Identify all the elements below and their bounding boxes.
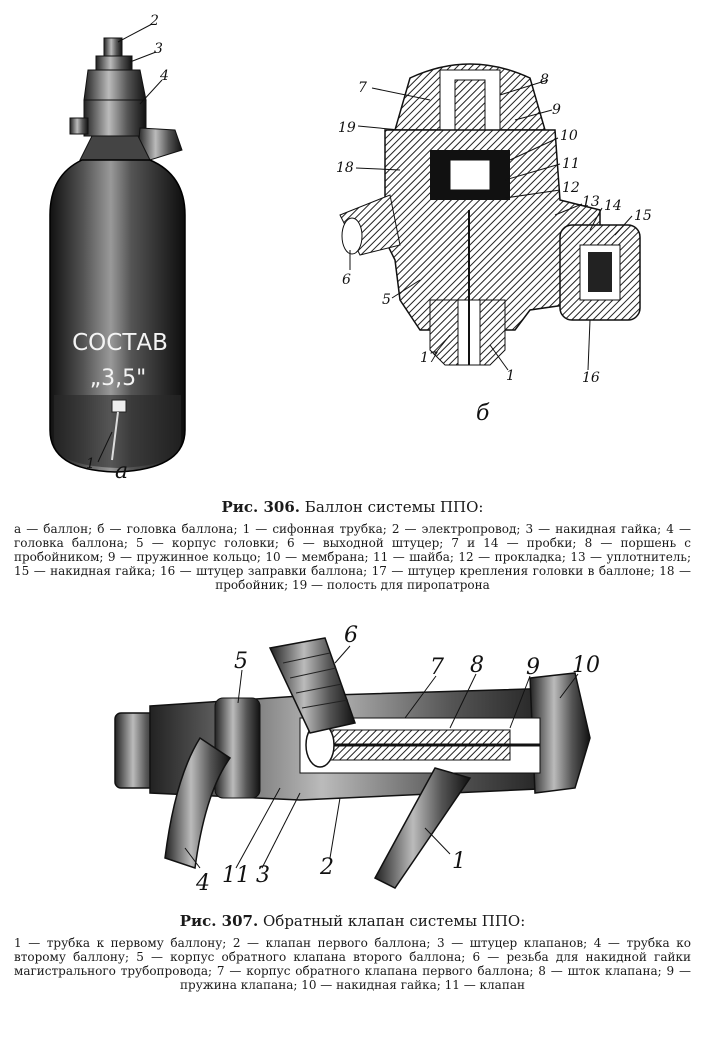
figure-307-title xyxy=(14,912,691,930)
label-307-11: 11 xyxy=(222,863,250,888)
label-b-6: 6 xyxy=(342,272,351,288)
label-b-12: 12 xyxy=(562,180,580,196)
head-section-drawing xyxy=(340,64,640,365)
label-a-2: 2 xyxy=(150,13,159,29)
figure-307-illustration xyxy=(0,618,705,908)
label-b-17: 17 xyxy=(420,350,438,366)
label-307-1: 1 xyxy=(452,849,466,874)
label-b-5: 5 xyxy=(382,292,391,308)
label-b-8: 8 xyxy=(540,72,549,88)
label-307-5: 5 xyxy=(234,649,248,674)
figure-306-title xyxy=(14,498,691,516)
bottle-inscription-1: СОСТАВ xyxy=(72,330,168,356)
label-b-1: 1 xyxy=(506,368,515,384)
label-307-8: 8 xyxy=(470,653,484,678)
figure-306-number: Рис. 306. xyxy=(221,498,301,516)
label-b-13: 13 xyxy=(582,194,600,210)
label-b-9: 9 xyxy=(552,102,561,118)
label-307-2: 2 xyxy=(320,855,334,880)
label-307-9: 9 xyxy=(526,655,540,680)
label-a-3: 3 xyxy=(154,41,163,57)
label-307-4: 4 xyxy=(196,871,210,896)
figure-306-caption xyxy=(14,498,691,592)
label-b-18: 18 xyxy=(336,160,354,176)
figure-306-legend: а — баллон; б — головка баллона; 1 — сифонная трубка; 2 — электропровод; 3 — накидная гайка; 4 — головка баллона; 5 — корпус головки; 6 — выходной штуцер; 7 и 14 — пробки; 8 — поршень с пробойником; 9 — пружинное кольцо; 10 — мембрана; 11 — шайба; 12 — прокладка; 13 — уплотнитель; 15 — накидная гайка; 16 — штуцер заправки баллона; 17 — штуцер крепления головки в баллоне; 18 — пробойник; 19 — полость для пиропатрона xyxy=(14,522,691,592)
label-a-4: 4 xyxy=(160,68,169,84)
figure-307-number: Рис. 307. xyxy=(179,912,259,930)
label-a: а xyxy=(115,459,129,484)
label-307-3: 3 xyxy=(256,863,270,888)
label-b-15: 15 xyxy=(634,208,652,224)
label-307-7: 7 xyxy=(430,655,444,680)
label-a-1: 1 xyxy=(86,456,95,472)
figure-307-title-text: Обратный клапан системы ППО: xyxy=(263,912,526,930)
label-307-6: 6 xyxy=(344,623,358,648)
label-b-11: 11 xyxy=(562,156,580,172)
label-b-10: 10 xyxy=(560,128,578,144)
figure-307-caption xyxy=(14,912,691,992)
figure-306-illustration xyxy=(0,0,705,495)
label-b-16: 16 xyxy=(582,370,600,386)
label-b-19: 19 xyxy=(338,120,356,136)
bottle-inscription-2: „3,5" xyxy=(89,366,147,391)
label-307-10: 10 xyxy=(572,653,600,678)
label-b: б xyxy=(476,401,490,426)
figure-307-legend: 1 — трубка к первому баллону; 2 — клапан первого баллона; 3 — штуцер клапанов; 4 — трубка ко второму баллону; 5 — корпус обратного клапана второго баллона; 6 — резьба для накидной гайки магистрального трубопровода; 7 — корпус обратного клапана первого баллона; 8 — шток клапана; 9 — пружина клапана; 10 — накидная гайка; 11 — клапан xyxy=(14,936,691,992)
figure-306-title-text: Баллон системы ППО: xyxy=(304,498,484,516)
label-b-7: 7 xyxy=(358,80,367,96)
check-valve-drawing xyxy=(115,638,590,888)
label-b-14: 14 xyxy=(604,198,622,214)
bottle-drawing xyxy=(50,38,185,472)
